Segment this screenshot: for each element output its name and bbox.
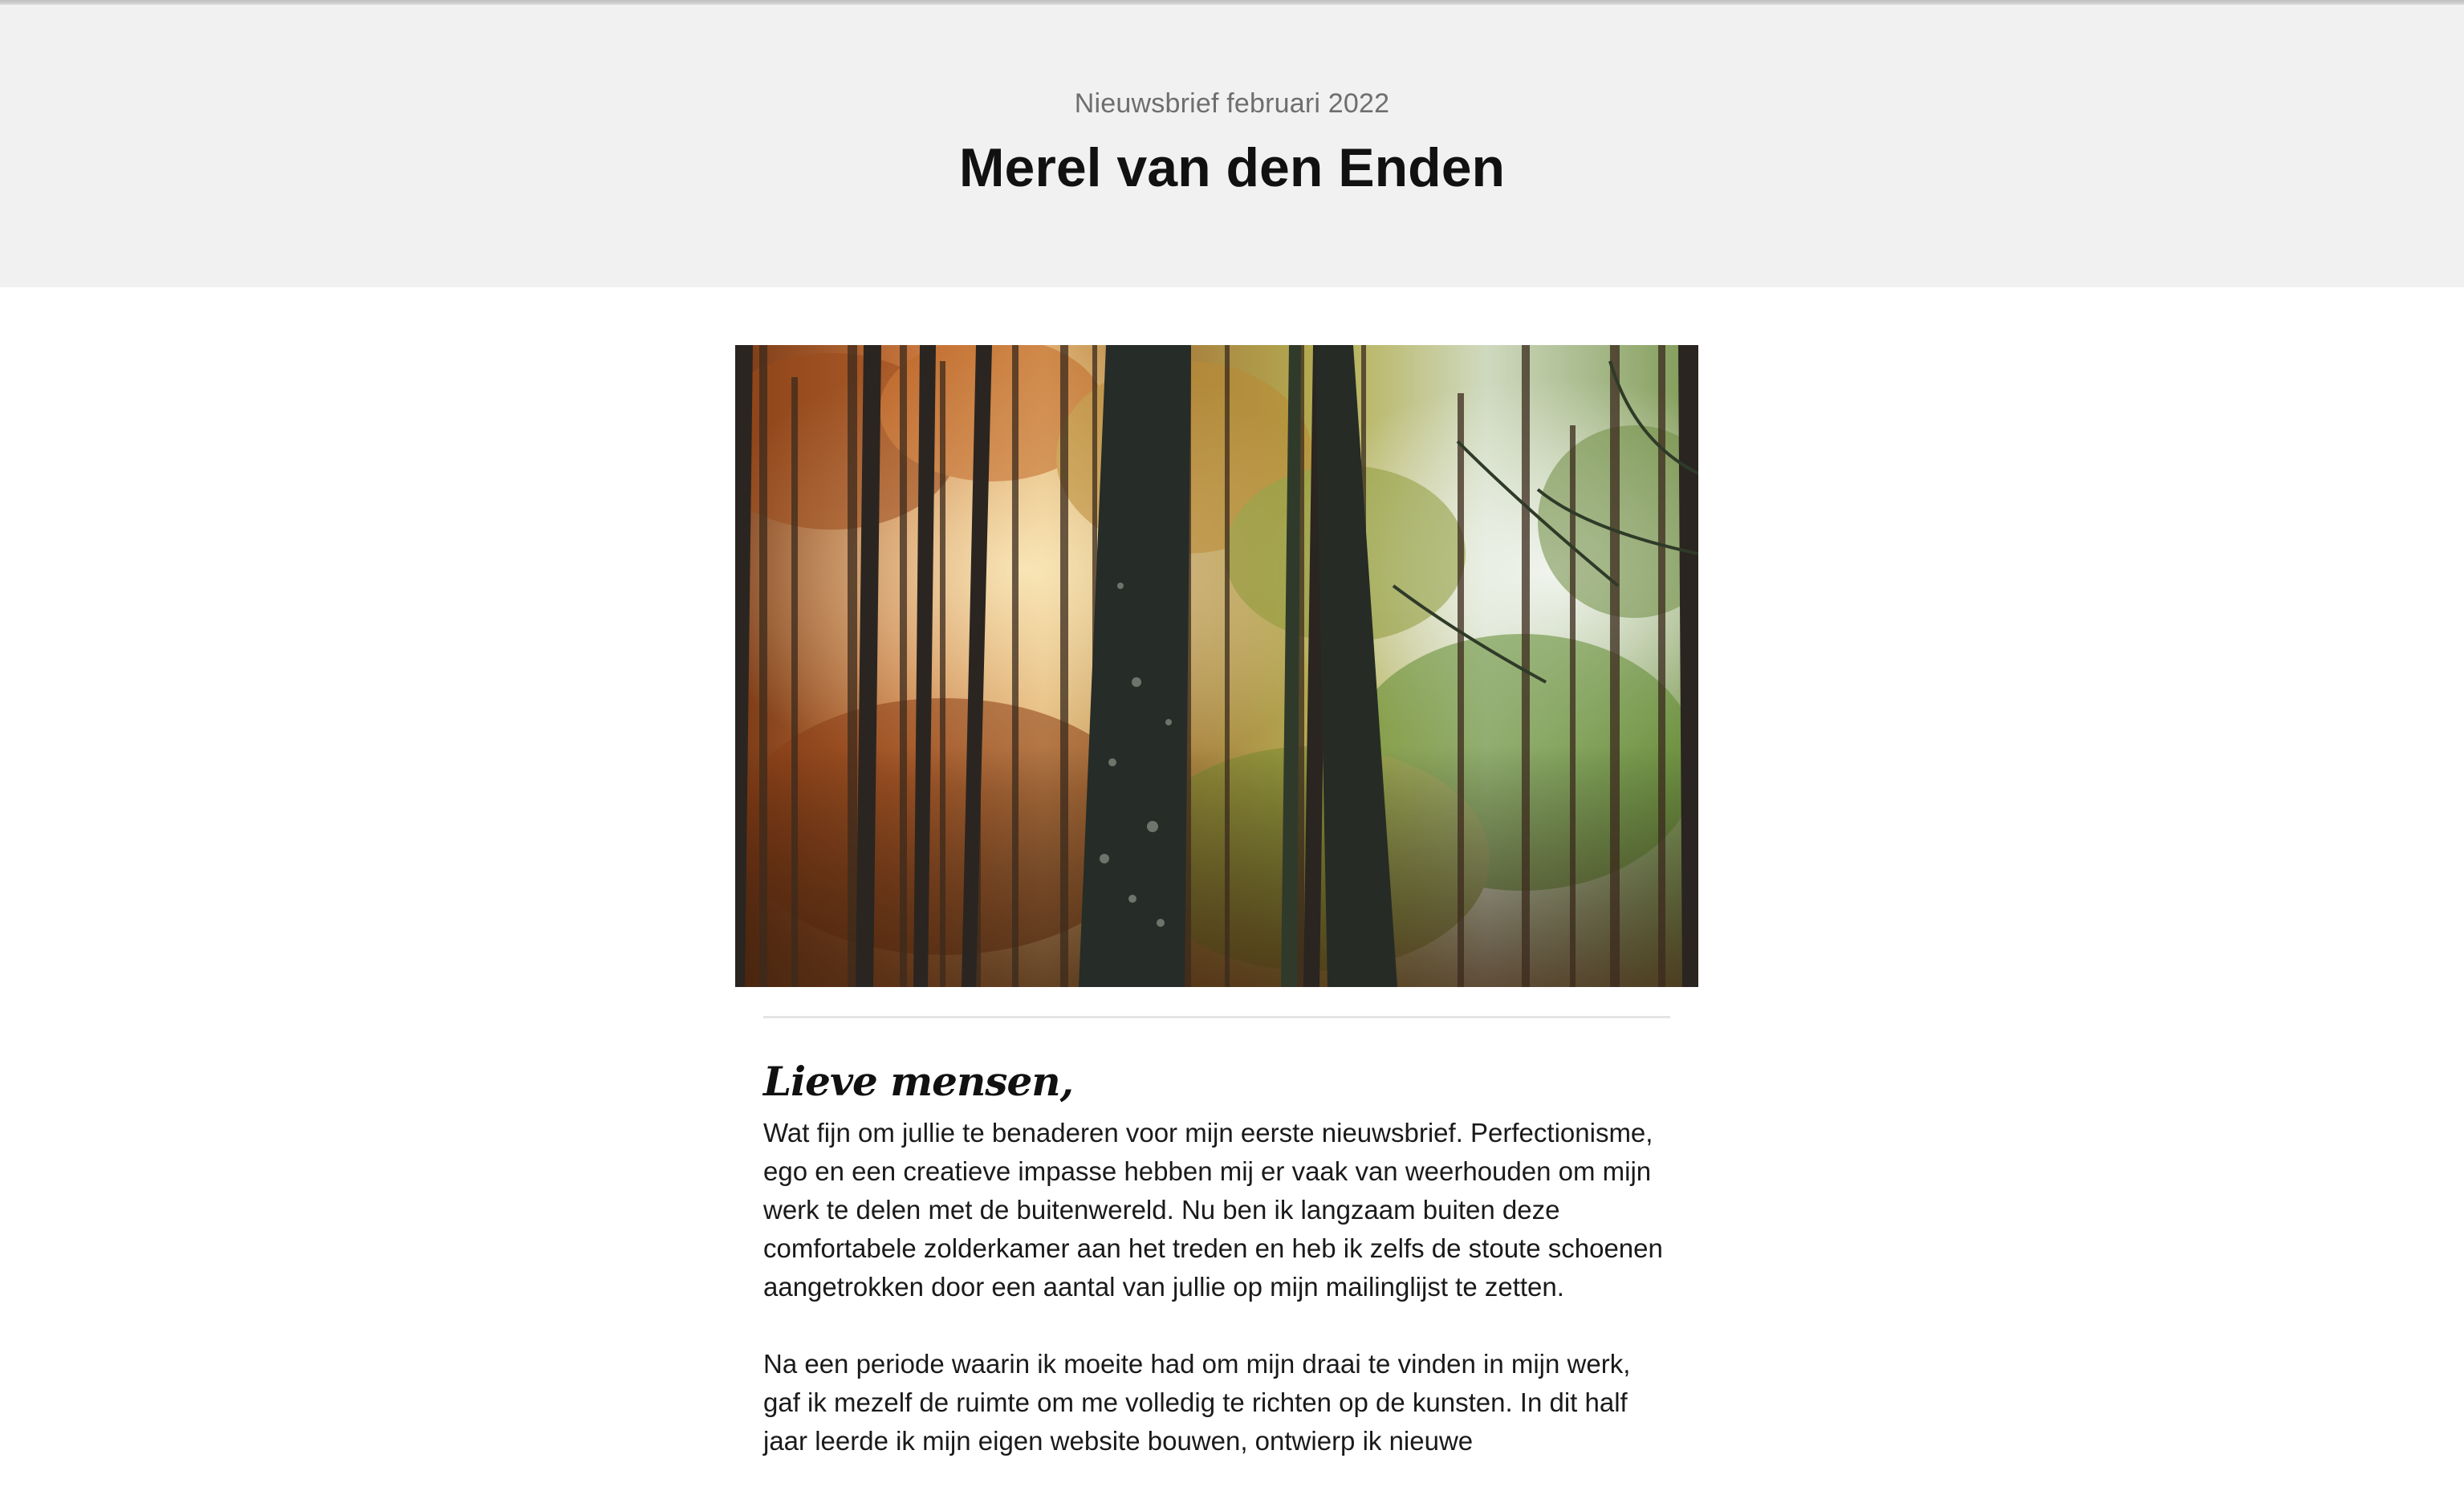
newsletter-header xyxy=(0,5,2464,287)
section-divider xyxy=(763,1016,1670,1018)
page-title: Merel van den Enden xyxy=(958,137,1506,198)
body-paragraph-1: Wat fijn om jullie te benaderen voor mijn eerste nieuwsbrief. Perfectionisme, ego en een creatieve impasse hebben mij er vaak van weerhouden om mijn werk te delen met de buitenwereld. Nu ben ik langzaam buiten deze comfortabele zolderkamer aan het treden en heb ik zelfs de stoute schoenen aangetrokken door een aantal van jullie op mijn mailinglijst te zetten. xyxy=(763,1118,1663,1302)
body-paragraph-2: Na een periode waarin ik moeite had om mijn draai te vinden in mijn werk, gaf ik mezelf de ruimte om me volledig te richten op de kunsten. In dit half jaar leerde ik mijn eigen website bouwen, ontwierp ik nieuwe xyxy=(763,1349,1631,1456)
forest-photo xyxy=(735,345,1698,987)
salutation-heading: Lieve mensen, xyxy=(763,1058,1074,1105)
forest-photo-graphic xyxy=(735,345,1698,987)
newsletter-kicker: Nieuwsbrief februari 2022 xyxy=(1074,88,1390,119)
newsletter-body xyxy=(763,1050,1670,1499)
